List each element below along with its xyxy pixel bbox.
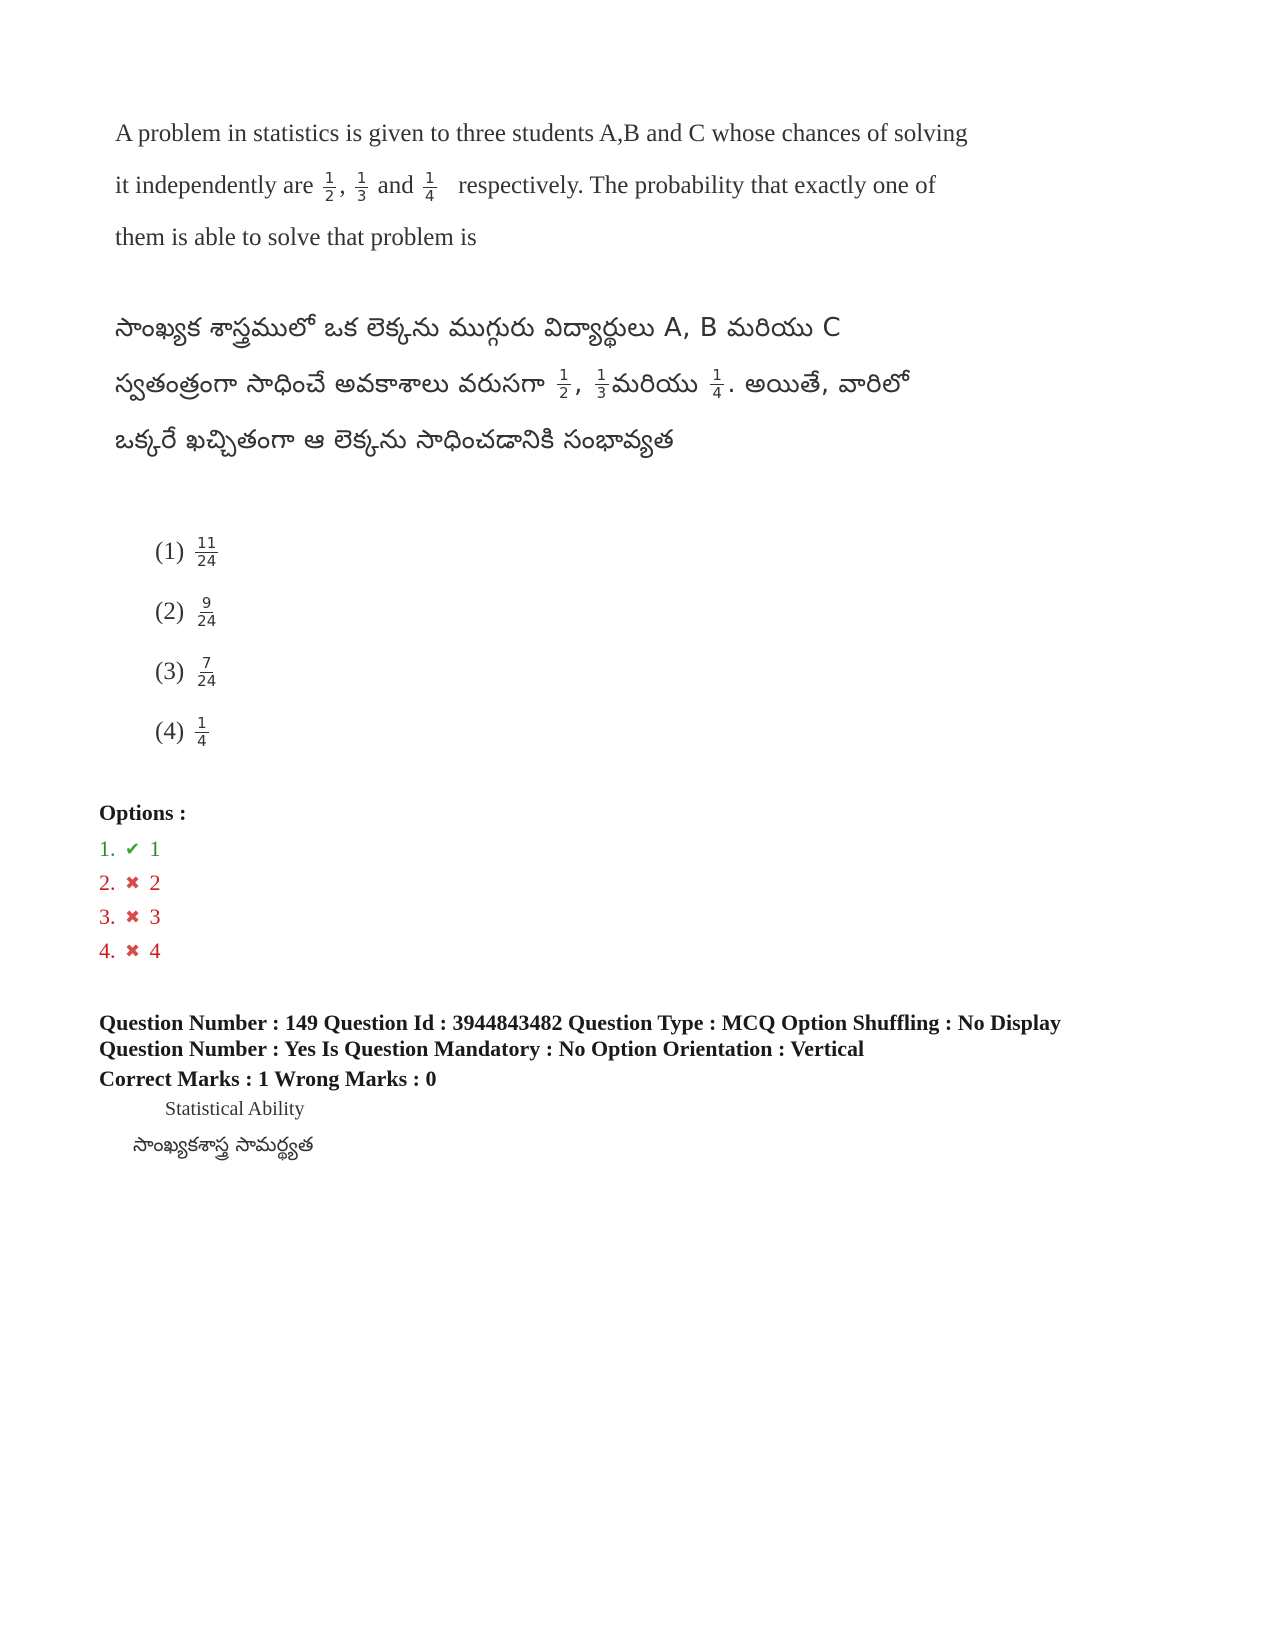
fraction [195, 535, 218, 570]
question-english [115, 108, 1015, 264]
choice-3 [155, 642, 221, 702]
denominator: 4 [712, 384, 723, 402]
numerator: 1 [324, 168, 335, 187]
numerator: 1 [425, 168, 435, 187]
fraction [423, 170, 437, 205]
numerator: 1 [712, 366, 723, 384]
question-line [115, 160, 1015, 212]
choice-label: (3) [155, 658, 185, 685]
fraction [195, 655, 218, 690]
denominator: 2 [559, 384, 570, 402]
denominator: 4 [197, 731, 207, 750]
question-line [115, 356, 1015, 412]
question-line: ఒక్కరే ఖచ్చితంగా ఆ లెక్కను సాధించడానికి సంభావ్యత [115, 425, 675, 455]
option-value: 3 [149, 904, 161, 929]
fraction [195, 595, 218, 630]
question-line: A problem in statistics is given to three students A,B and C whose chances of solving [115, 120, 968, 147]
choice-label: (2) [155, 598, 185, 625]
options-list [99, 832, 161, 968]
option-row [99, 832, 161, 866]
fraction [710, 367, 724, 402]
denominator: 24 [197, 671, 217, 690]
question-metadata [99, 1010, 1061, 1092]
denominator: 24 [197, 611, 217, 630]
fraction [195, 715, 209, 750]
numerator: 1 [197, 713, 207, 732]
option-index: 3. [99, 904, 116, 929]
numerator: 9 [201, 593, 212, 612]
denominator: 4 [425, 186, 435, 205]
fraction [595, 367, 609, 402]
fraction [323, 170, 337, 205]
question-text: and [377, 172, 414, 199]
separator: , [339, 172, 346, 199]
option-value: 2 [149, 870, 161, 895]
cross-icon: ✖ [124, 873, 141, 893]
choice-1 [155, 522, 221, 582]
option-index: 1. [99, 836, 116, 861]
numerator: 1 [356, 168, 367, 187]
metadata-line: Question Number : Yes Is Question Mandatory : No Option Orientation : Vertical [99, 1036, 865, 1061]
question-line: them is able to solve that problem is [115, 224, 477, 251]
cross-icon: ✖ [124, 907, 141, 927]
question-line: సాంఖ్యక శాస్త్రములో ఒక లెక్కను ముగ్గురు విద్యార్థులు A, B మరియు C [115, 313, 842, 343]
answer-choices [155, 522, 221, 762]
numerator: 1 [596, 366, 607, 384]
choice-label: (1) [155, 538, 185, 565]
choice-4 [155, 702, 221, 762]
subject-english: Statistical Ability [165, 1098, 305, 1120]
option-row [99, 934, 161, 968]
fraction [557, 367, 571, 402]
check-icon: ✔ [124, 839, 141, 859]
fraction [355, 170, 369, 205]
numerator: 7 [201, 653, 212, 672]
question-text: . అయితే, వారిలో [727, 369, 910, 399]
question-text: respectively. The probability that exactly one of [458, 172, 936, 199]
separator: , [574, 369, 583, 399]
denominator: 24 [197, 551, 217, 570]
question-text: మరియు [611, 369, 699, 399]
denominator: 2 [324, 186, 335, 205]
numerator: 11 [197, 533, 217, 552]
metadata-line: Question Number : 149 Question Id : 3944843482 Question Type : MCQ Option Shuffling : No Display [99, 1010, 1062, 1035]
subject-telugu: సాంఖ్యకశాస్త్ర సామర్థ్యత [133, 1132, 314, 1156]
denominator: 3 [356, 186, 367, 205]
cross-icon: ✖ [124, 941, 141, 961]
metadata-line: Correct Marks : 1 Wrong Marks : 0 [99, 1066, 437, 1091]
question-text: స్వతంత్రంగా సాధించే అవకాశాలు వరుసగా [115, 369, 546, 399]
option-row [99, 866, 161, 900]
option-row [99, 900, 161, 934]
option-value: 1 [149, 836, 161, 861]
option-value: 4 [149, 938, 161, 963]
choice-2 [155, 582, 221, 642]
question-text: it independently are [115, 172, 314, 199]
choice-label: (4) [155, 718, 185, 745]
option-index: 4. [99, 938, 116, 963]
options-heading: Options : [99, 800, 187, 825]
option-index: 2. [99, 870, 116, 895]
question-telugu [115, 300, 1015, 468]
numerator: 1 [559, 366, 570, 384]
denominator: 3 [596, 384, 607, 402]
